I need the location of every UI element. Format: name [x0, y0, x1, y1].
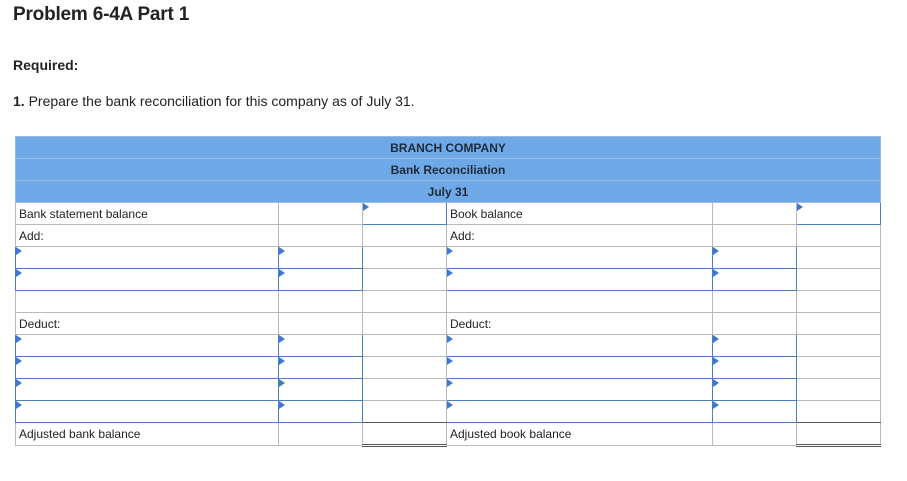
bank-balance-label: Bank statement balance [16, 203, 279, 225]
bank-add-total-cell [363, 225, 447, 247]
bank-deduct-item-1-input[interactable] [16, 335, 279, 357]
bank-deduct-blank-3 [363, 379, 447, 401]
bank-deduct-spacer [279, 313, 363, 335]
book-blank-row-total [797, 291, 881, 313]
book-deduct-amount-4-input[interactable] [713, 401, 797, 423]
book-deduct-item-3-input[interactable] [447, 379, 713, 401]
statement-date: July 31 [16, 181, 881, 203]
bank-add-item-1-input[interactable] [16, 247, 279, 269]
bank-add-amount-2-input[interactable] [279, 269, 363, 291]
book-deduct-label: Deduct: [447, 313, 713, 335]
book-balance-input[interactable] [797, 203, 881, 225]
instruction [13, 93, 415, 109]
book-blank-row-amt [713, 291, 797, 313]
adjusted-bank-total[interactable] [363, 423, 447, 446]
bank-deduct-amount-1-input[interactable] [279, 335, 363, 357]
book-deduct-amount-2-input[interactable] [713, 357, 797, 379]
bank-deduct-item-4-input[interactable] [16, 401, 279, 423]
company-name: BRANCH COMPANY [16, 137, 881, 159]
bank-deduct-blank-4 [363, 401, 447, 423]
required-label: Required: [13, 57, 79, 73]
book-deduct-spacer [713, 313, 797, 335]
bank-deduct-blank-1 [363, 335, 447, 357]
instruction-number: 1. [13, 93, 25, 109]
book-add-blank-1 [797, 247, 881, 269]
book-add-item-2-input[interactable] [447, 269, 713, 291]
bank-blank-row-total [363, 291, 447, 313]
bank-blank-row [16, 291, 279, 313]
problem-title: Problem 6-4A Part 1 [13, 4, 190, 25]
bank-deduct-item-2-input[interactable] [16, 357, 279, 379]
book-deduct-amount-1-input[interactable] [713, 335, 797, 357]
book-add-item-1-input[interactable] [447, 247, 713, 269]
bank-blank-row-amt [279, 291, 363, 313]
bank-deduct-item-3-input[interactable] [16, 379, 279, 401]
instruction-text: Prepare the bank reconciliation for this company as of July 31. [28, 93, 415, 109]
adjusted-book-label: Adjusted book balance [447, 423, 713, 446]
book-deduct-item-4-input[interactable] [447, 401, 713, 423]
book-blank-row [447, 291, 713, 313]
book-deduct-total-cell [797, 313, 881, 335]
book-balance-label: Book balance [447, 203, 713, 225]
book-add-amount-1-input[interactable] [713, 247, 797, 269]
book-add-spacer [713, 225, 797, 247]
bank-add-amount-1-input[interactable] [279, 247, 363, 269]
book-add-total-cell [797, 225, 881, 247]
book-add-amount-2-input[interactable] [713, 269, 797, 291]
bank-deduct-amount-4-input[interactable] [279, 401, 363, 423]
book-balance-spacer [713, 203, 797, 225]
bank-balance-input[interactable] [363, 203, 447, 225]
bank-deduct-amount-3-input[interactable] [279, 379, 363, 401]
bank-reconciliation-table [15, 136, 881, 447]
adjusted-bank-spacer [279, 423, 363, 446]
book-add-blank-2 [797, 269, 881, 291]
bank-deduct-total-cell [363, 313, 447, 335]
book-deduct-blank-4 [797, 401, 881, 423]
adjusted-book-spacer [713, 423, 797, 446]
bank-deduct-blank-2 [363, 357, 447, 379]
bank-add-blank-2 [363, 269, 447, 291]
book-deduct-blank-3 [797, 379, 881, 401]
book-deduct-item-2-input[interactable] [447, 357, 713, 379]
statement-title: Bank Reconciliation [16, 159, 881, 181]
adjusted-book-total[interactable] [797, 423, 881, 446]
bank-add-item-2-input[interactable] [16, 269, 279, 291]
bank-balance-spacer [279, 203, 363, 225]
book-deduct-blank-2 [797, 357, 881, 379]
book-deduct-item-1-input[interactable] [447, 335, 713, 357]
adjusted-bank-label: Adjusted bank balance [16, 423, 279, 446]
bank-deduct-label: Deduct: [16, 313, 279, 335]
bank-add-label: Add: [16, 225, 279, 247]
bank-deduct-amount-2-input[interactable] [279, 357, 363, 379]
bank-add-spacer [279, 225, 363, 247]
bank-add-blank-1 [363, 247, 447, 269]
book-deduct-amount-3-input[interactable] [713, 379, 797, 401]
book-deduct-blank-1 [797, 335, 881, 357]
book-add-label: Add: [447, 225, 713, 247]
